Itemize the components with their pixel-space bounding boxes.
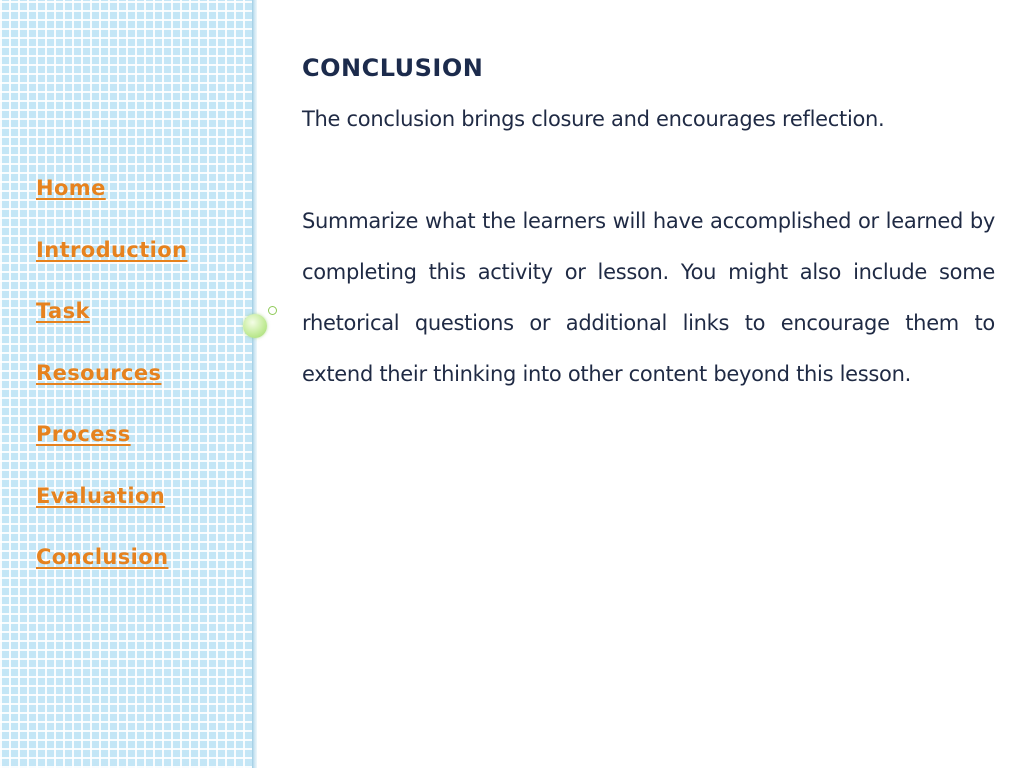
nav-link-home[interactable]: Home bbox=[36, 176, 106, 200]
nav-link-introduction[interactable]: Introduction bbox=[36, 237, 188, 262]
nav-link-conclusion[interactable]: Conclusion bbox=[36, 545, 169, 569]
decorative-bubble-large bbox=[243, 314, 267, 338]
nav-item-process bbox=[36, 422, 187, 484]
nav-item-introduction bbox=[36, 238, 187, 300]
sidebar-edge bbox=[252, 0, 257, 768]
page-title: CONCLUSION bbox=[302, 54, 484, 82]
intro-text: The conclusion brings closure and encourages reflection. bbox=[302, 107, 885, 131]
decorative-bubble-small bbox=[268, 306, 277, 315]
nav-link-process[interactable]: Process bbox=[36, 422, 131, 446]
nav-item-task bbox=[36, 299, 187, 361]
nav-item-conclusion bbox=[36, 545, 187, 607]
main-content bbox=[302, 50, 995, 400]
body-text: Summarize what the learners will have accomplished or learned by completing this activity or lesson. You might also include some rhetorical questions or additional links to encourage them to extend their thinking into other content beyond this lesson. bbox=[302, 209, 995, 386]
nav-link-resources[interactable]: Resources bbox=[36, 360, 162, 385]
nav-item-home bbox=[36, 176, 187, 238]
sidebar-nav bbox=[36, 176, 187, 607]
nav-link-evaluation[interactable]: Evaluation bbox=[36, 483, 166, 508]
nav-item-evaluation bbox=[36, 484, 187, 546]
nav-link-task[interactable]: Task bbox=[36, 299, 90, 323]
nav-item-resources bbox=[36, 361, 187, 423]
